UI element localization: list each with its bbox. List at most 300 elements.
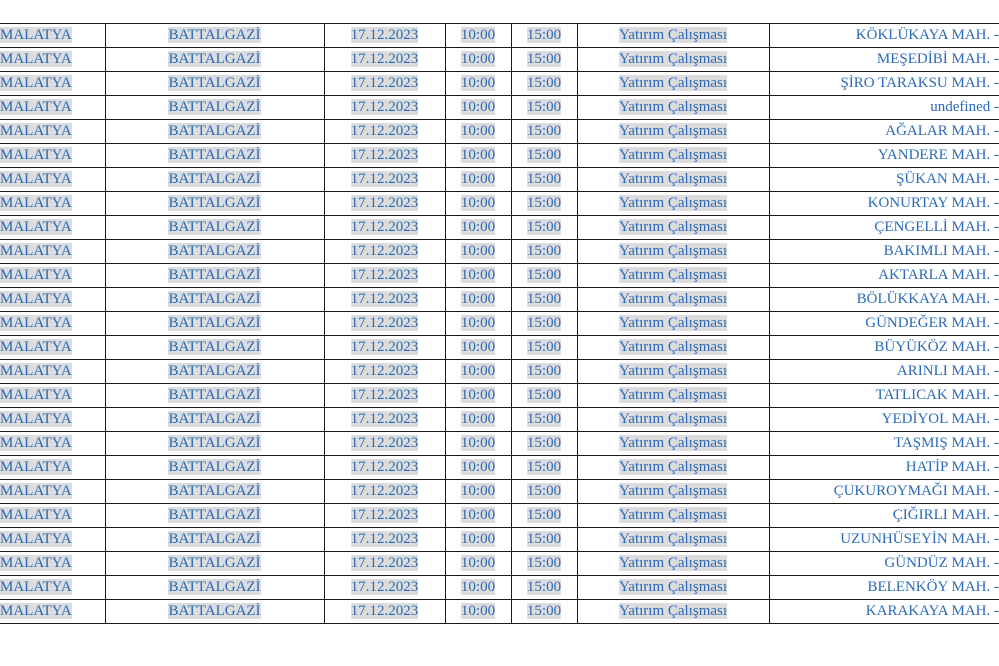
end-time-cell [511,312,577,336]
end-time-cell [511,48,577,72]
work-type-cell [577,576,769,600]
work-type-cell [577,216,769,240]
city-cell [0,96,105,120]
work-type-cell [577,72,769,96]
area-cell [769,456,999,480]
work-type-cell [577,504,769,528]
table-row [0,432,999,456]
date-cell [324,432,445,456]
area-cell-text: YANDERE MAH. - [877,147,999,163]
start-time-cell [445,24,511,48]
district-cell [105,504,324,528]
start-time-cell-text: 10:00 [460,99,496,115]
end-time-cell [511,456,577,480]
end-time-cell-text: 15:00 [526,99,562,115]
work-type-cell [577,24,769,48]
city-cell [0,600,105,624]
city-cell [0,264,105,288]
city-cell [0,552,105,576]
area-cell-text: BELENKÖY MAH. - [867,579,999,595]
date-cell-text: 17.12.2023 [350,531,419,547]
district-cell [105,192,324,216]
work-type-cell-text: Yatırım Çalışması [618,267,728,283]
city-cell-text: MALATYA [0,459,72,475]
district-cell [105,72,324,96]
table-row [0,120,999,144]
district-cell-text: BATTALGAZİ [168,123,261,139]
start-time-cell [445,144,511,168]
city-cell-text: MALATYA [0,243,72,259]
date-cell-text: 17.12.2023 [350,603,419,619]
end-time-cell-text: 15:00 [526,51,562,67]
district-cell-text: BATTALGAZİ [168,387,261,403]
work-type-cell [577,120,769,144]
date-cell [324,600,445,624]
date-cell [324,552,445,576]
date-cell [324,24,445,48]
district-cell [105,288,324,312]
area-cell [769,576,999,600]
work-type-cell-text: Yatırım Çalışması [618,531,728,547]
city-cell [0,192,105,216]
city-cell-text: MALATYA [0,267,72,283]
city-cell [0,384,105,408]
area-cell-text: MEŞEDİBİ MAH. - [876,51,999,67]
work-type-cell [577,600,769,624]
table-row [0,240,999,264]
city-cell-text: MALATYA [0,75,72,91]
area-cell [769,168,999,192]
area-cell [769,360,999,384]
work-type-cell-text: Yatırım Çalışması [618,243,728,259]
start-time-cell-text: 10:00 [460,291,496,307]
district-cell-text: BATTALGAZİ [168,219,261,235]
end-time-cell [511,528,577,552]
outage-table [0,23,999,624]
area-cell-text: GÜNDEĞER MAH. - [865,315,999,331]
area-cell [769,96,999,120]
area-cell-text: ÇIĞIRLI MAH. - [892,507,999,523]
city-cell [0,480,105,504]
end-time-cell [511,120,577,144]
work-type-cell-text: Yatırım Çalışması [618,435,728,451]
start-time-cell-text: 10:00 [460,147,496,163]
start-time-cell-text: 10:00 [460,27,496,43]
area-cell [769,144,999,168]
area-cell [769,384,999,408]
date-cell-text: 17.12.2023 [350,459,419,475]
district-cell-text: BATTALGAZİ [168,435,261,451]
start-time-cell [445,216,511,240]
end-time-cell [511,24,577,48]
start-time-cell [445,72,511,96]
start-time-cell-text: 10:00 [460,315,496,331]
start-time-cell [445,384,511,408]
end-time-cell [511,360,577,384]
end-time-cell-text: 15:00 [526,603,562,619]
end-time-cell-text: 15:00 [526,219,562,235]
work-type-cell-text: Yatırım Çalışması [618,315,728,331]
city-cell [0,48,105,72]
date-cell-text: 17.12.2023 [350,219,419,235]
district-cell [105,168,324,192]
area-cell [769,264,999,288]
area-cell-text: KÖKLÜKAYA MAH. - [855,27,999,43]
city-cell [0,168,105,192]
start-time-cell-text: 10:00 [460,531,496,547]
work-type-cell [577,360,769,384]
city-cell-text: MALATYA [0,411,72,427]
end-time-cell-text: 15:00 [526,195,562,211]
start-time-cell [445,528,511,552]
end-time-cell-text: 15:00 [526,507,562,523]
date-cell-text: 17.12.2023 [350,171,419,187]
start-time-cell [445,408,511,432]
area-cell-text: BÜYÜKÖZ MAH. - [874,339,999,355]
city-cell-text: MALATYA [0,507,72,523]
table-row [0,168,999,192]
start-time-cell-text: 10:00 [460,459,496,475]
area-cell-text: BÖLÜKKAYA MAH. - [856,291,999,307]
work-type-cell [577,96,769,120]
table-row [0,576,999,600]
district-cell [105,384,324,408]
table-body [0,24,999,624]
area-cell [769,600,999,624]
district-cell [105,144,324,168]
district-cell-text: BATTALGAZİ [168,243,261,259]
work-type-cell-text: Yatırım Çalışması [618,51,728,67]
start-time-cell-text: 10:00 [460,51,496,67]
end-time-cell-text: 15:00 [526,243,562,259]
end-time-cell-text: 15:00 [526,555,562,571]
city-cell [0,360,105,384]
city-cell [0,576,105,600]
end-time-cell [511,504,577,528]
table-row [0,144,999,168]
district-cell [105,120,324,144]
end-time-cell [511,144,577,168]
area-cell-text: ŞÜKAN MAH. - [896,171,999,187]
start-time-cell [445,312,511,336]
start-time-cell [445,360,511,384]
table-row [0,384,999,408]
table-row [0,264,999,288]
end-time-cell [511,240,577,264]
start-time-cell [445,432,511,456]
city-cell-text: MALATYA [0,51,72,67]
area-cell [769,240,999,264]
end-time-cell [511,264,577,288]
work-type-cell-text: Yatırım Çalışması [618,555,728,571]
area-cell-text: AĞALAR MAH. - [885,123,999,139]
city-cell-text: MALATYA [0,387,72,403]
district-cell-text: BATTALGAZİ [168,99,261,115]
end-time-cell-text: 15:00 [526,387,562,403]
area-cell-text: ÇUKUROYMAĞI MAH. - [833,483,999,499]
area-cell-text: HATİP MAH. - [905,459,999,475]
end-time-cell-text: 15:00 [526,483,562,499]
date-cell [324,216,445,240]
end-time-cell [511,408,577,432]
district-cell [105,528,324,552]
work-type-cell-text: Yatırım Çalışması [618,459,728,475]
end-time-cell [511,216,577,240]
work-type-cell-text: Yatırım Çalışması [618,27,728,43]
area-cell-text: ARINLI MAH. - [896,363,999,379]
start-time-cell-text: 10:00 [460,555,496,571]
area-cell [769,432,999,456]
date-cell [324,528,445,552]
date-cell [324,168,445,192]
date-cell-text: 17.12.2023 [350,579,419,595]
work-type-cell [577,552,769,576]
start-time-cell [445,504,511,528]
date-cell-text: 17.12.2023 [350,435,419,451]
work-type-cell-text: Yatırım Çalışması [618,219,728,235]
date-cell-text: 17.12.2023 [350,27,419,43]
date-cell-text: 17.12.2023 [350,123,419,139]
end-time-cell-text: 15:00 [526,531,562,547]
city-cell-text: MALATYA [0,483,72,499]
work-type-cell-text: Yatırım Çalışması [618,99,728,115]
date-cell [324,240,445,264]
end-time-cell-text: 15:00 [526,579,562,595]
end-time-cell [511,480,577,504]
district-cell [105,480,324,504]
start-time-cell-text: 10:00 [460,195,496,211]
area-cell [769,120,999,144]
date-cell-text: 17.12.2023 [350,75,419,91]
district-cell-text: BATTALGAZİ [168,339,261,355]
work-type-cell [577,168,769,192]
end-time-cell-text: 15:00 [526,123,562,139]
work-type-cell-text: Yatırım Çalışması [618,75,728,91]
area-cell-text: YEDİYOL MAH. - [881,411,999,427]
work-type-cell-text: Yatırım Çalışması [618,483,728,499]
city-cell [0,216,105,240]
area-cell [769,48,999,72]
area-cell [769,528,999,552]
start-time-cell [445,48,511,72]
start-time-cell [445,480,511,504]
date-cell [324,144,445,168]
city-cell-text: MALATYA [0,579,72,595]
district-cell [105,360,324,384]
district-cell-text: BATTALGAZİ [168,171,261,187]
work-type-cell-text: Yatırım Çalışması [618,411,728,427]
area-cell [769,504,999,528]
date-cell [324,48,445,72]
area-cell-text: TAŞMIŞ MAH. - [893,435,999,451]
city-cell [0,312,105,336]
district-cell-text: BATTALGAZİ [168,555,261,571]
start-time-cell [445,240,511,264]
area-cell [769,288,999,312]
work-type-cell-text: Yatırım Çalışması [618,147,728,163]
city-cell-text: MALATYA [0,315,72,331]
start-time-cell-text: 10:00 [460,435,496,451]
city-cell-text: MALATYA [0,339,72,355]
date-cell [324,480,445,504]
table-row [0,288,999,312]
end-time-cell-text: 15:00 [526,75,562,91]
table-row [0,216,999,240]
district-cell-text: BATTALGAZİ [168,579,261,595]
start-time-cell [445,96,511,120]
city-cell [0,528,105,552]
end-time-cell-text: 15:00 [526,363,562,379]
city-cell-text: MALATYA [0,99,72,115]
city-cell-text: MALATYA [0,555,72,571]
city-cell-text: MALATYA [0,171,72,187]
date-cell [324,96,445,120]
date-cell-text: 17.12.2023 [350,99,419,115]
area-cell [769,408,999,432]
start-time-cell [445,456,511,480]
district-cell-text: BATTALGAZİ [168,51,261,67]
city-cell [0,432,105,456]
work-type-cell-text: Yatırım Çalışması [618,339,728,355]
date-cell-text: 17.12.2023 [350,507,419,523]
city-cell [0,144,105,168]
end-time-cell [511,96,577,120]
work-type-cell [577,312,769,336]
district-cell-text: BATTALGAZİ [168,195,261,211]
city-cell-text: MALATYA [0,531,72,547]
start-time-cell-text: 10:00 [460,579,496,595]
date-cell-text: 17.12.2023 [350,339,419,355]
district-cell [105,552,324,576]
city-cell [0,504,105,528]
work-type-cell-text: Yatırım Çalışması [618,123,728,139]
end-time-cell-text: 15:00 [526,315,562,331]
date-cell [324,336,445,360]
work-type-cell [577,456,769,480]
district-cell [105,456,324,480]
area-cell [769,312,999,336]
district-cell [105,96,324,120]
district-cell-text: BATTALGAZİ [168,459,261,475]
work-type-cell [577,408,769,432]
start-time-cell [445,600,511,624]
district-cell [105,240,324,264]
area-cell [769,552,999,576]
end-time-cell [511,192,577,216]
work-type-cell [577,528,769,552]
start-time-cell-text: 10:00 [460,267,496,283]
district-cell-text: BATTALGAZİ [168,603,261,619]
date-cell [324,504,445,528]
district-cell [105,48,324,72]
area-cell [769,192,999,216]
area-cell [769,72,999,96]
city-cell [0,24,105,48]
city-cell [0,456,105,480]
area-cell-text: GÜNDÜZ MAH. - [884,555,999,571]
end-time-cell-text: 15:00 [526,147,562,163]
end-time-cell [511,336,577,360]
work-type-cell-text: Yatırım Çalışması [618,363,728,379]
table-row [0,336,999,360]
date-cell-text: 17.12.2023 [350,243,419,259]
date-cell [324,360,445,384]
start-time-cell-text: 10:00 [460,507,496,523]
city-cell [0,336,105,360]
date-cell-text: 17.12.2023 [350,51,419,67]
work-type-cell [577,264,769,288]
work-type-cell-text: Yatırım Çalışması [618,387,728,403]
work-type-cell-text: Yatırım Çalışması [618,579,728,595]
district-cell-text: BATTALGAZİ [168,291,261,307]
area-cell-text: KONURTAY MAH. - [867,195,999,211]
date-cell [324,264,445,288]
end-time-cell [511,552,577,576]
area-cell-text: undefined - [930,99,999,115]
end-time-cell-text: 15:00 [526,291,562,307]
date-cell [324,312,445,336]
date-cell-text: 17.12.2023 [350,291,419,307]
work-type-cell [577,432,769,456]
date-cell-text: 17.12.2023 [350,555,419,571]
table-row [0,504,999,528]
start-time-cell-text: 10:00 [460,171,496,187]
start-time-cell-text: 10:00 [460,411,496,427]
start-time-cell-text: 10:00 [460,483,496,499]
work-type-cell [577,288,769,312]
date-cell [324,192,445,216]
date-cell-text: 17.12.2023 [350,267,419,283]
district-cell-text: BATTALGAZİ [168,411,261,427]
area-cell [769,24,999,48]
district-cell-text: BATTALGAZİ [168,75,261,91]
table-row [0,24,999,48]
city-cell [0,288,105,312]
district-cell-text: BATTALGAZİ [168,315,261,331]
city-cell-text: MALATYA [0,147,72,163]
city-cell-text: MALATYA [0,123,72,139]
end-time-cell [511,432,577,456]
date-cell-text: 17.12.2023 [350,483,419,499]
table-row [0,408,999,432]
date-cell [324,120,445,144]
start-time-cell [445,264,511,288]
area-cell-text: ŞİRO TARAKSU MAH. - [840,75,999,91]
district-cell [105,216,324,240]
date-cell-text: 17.12.2023 [350,387,419,403]
area-cell-text: TATLICAK MAH. - [875,387,999,403]
start-time-cell-text: 10:00 [460,219,496,235]
start-time-cell-text: 10:00 [460,363,496,379]
district-cell-text: BATTALGAZİ [168,363,261,379]
area-cell [769,216,999,240]
city-cell [0,408,105,432]
date-cell [324,456,445,480]
table-row [0,528,999,552]
district-cell [105,600,324,624]
work-type-cell [577,384,769,408]
start-time-cell [445,336,511,360]
start-time-cell [445,552,511,576]
table-row [0,360,999,384]
work-type-cell [577,144,769,168]
table-row [0,48,999,72]
city-cell-text: MALATYA [0,27,72,43]
district-cell [105,312,324,336]
end-time-cell [511,384,577,408]
start-time-cell [445,168,511,192]
city-cell [0,240,105,264]
